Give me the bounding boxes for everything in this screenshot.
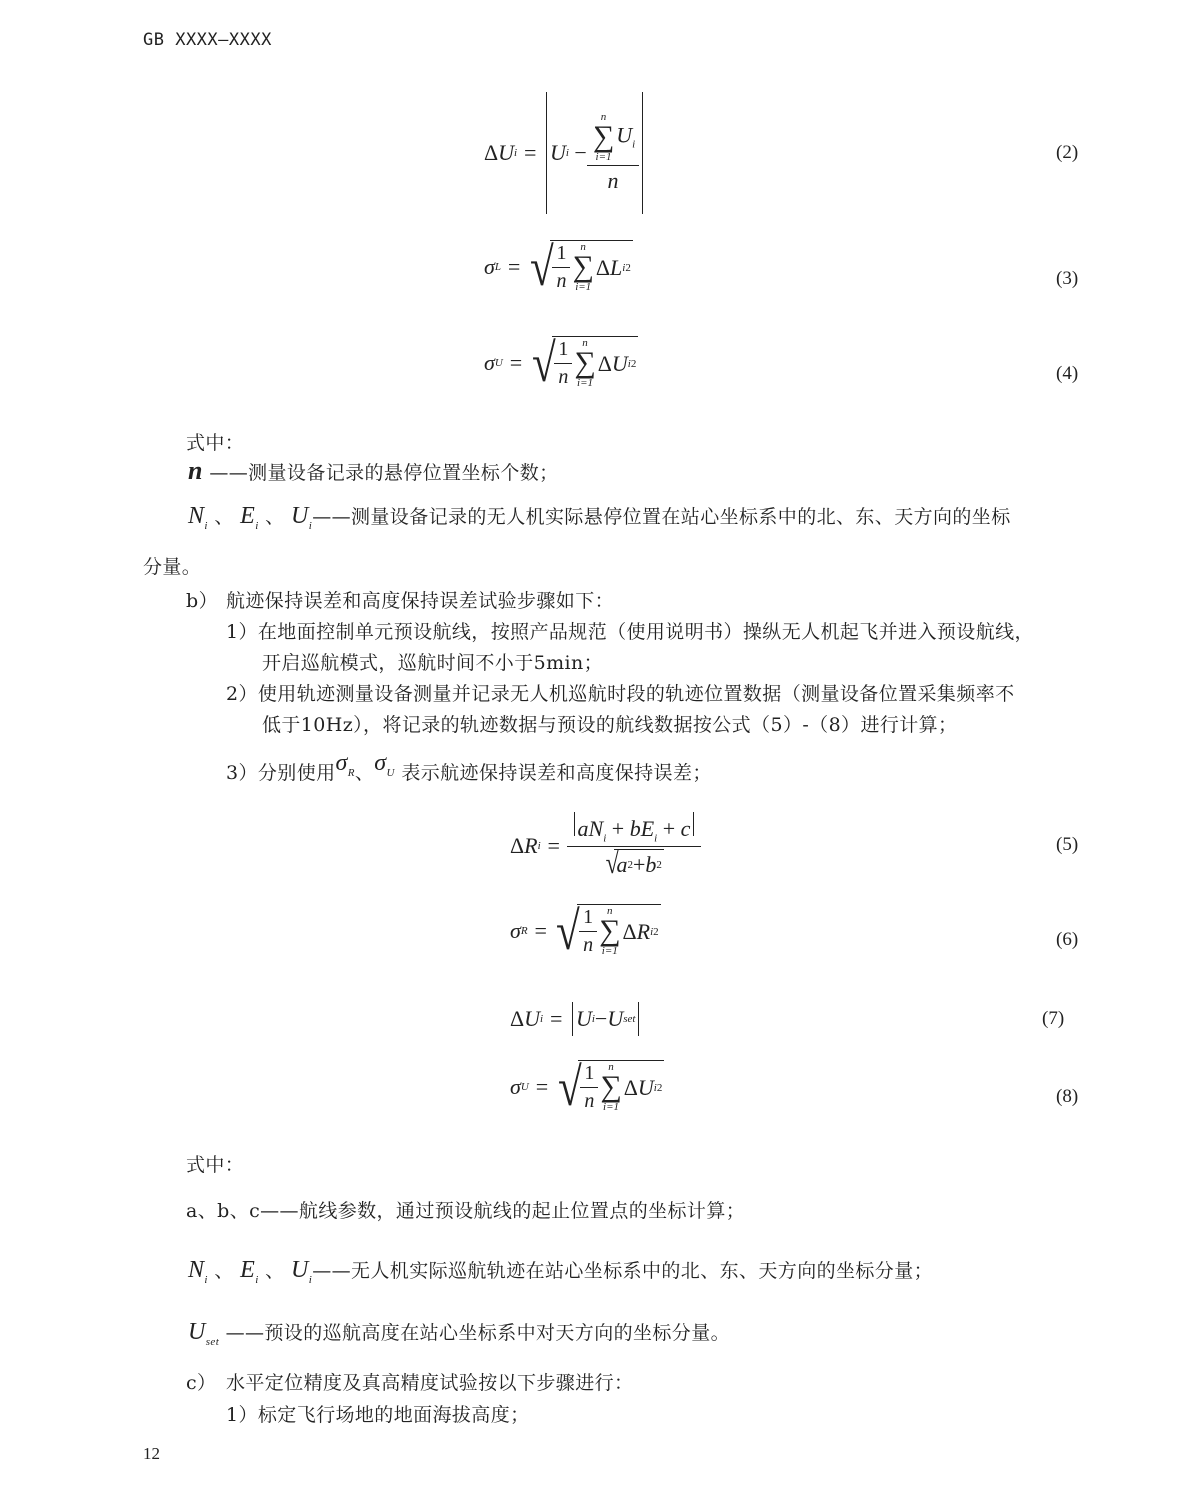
equation-2: Δ U i = U i − n ∑ i=1 $U_i$ n (484, 92, 646, 214)
step-b3: 3）分别使用 $\sigma_R$ 、 $\sigma_U$ 表示航迹保持误差和高度保持误差； (226, 750, 712, 784)
section-b-text: 航迹保持误差和高度保持误差试验步骤如下： (226, 590, 615, 612)
equation-number-2: (2) (1056, 142, 1079, 163)
equation-5: Δ R i = $aN_i + bE_i + c$ √ a 2 + b 2 (510, 812, 701, 879)
step-b3-prefix: 3）分别使用 (226, 762, 336, 784)
equation-3: σ L = √ $\frac{1}{n}$ n ∑ i=1 Δ L i 2 (484, 237, 631, 297)
where-neu-desc: ——测量设备记录的无人机实际悬停位置在站心坐标系中的北、东、天方向的坐标 (312, 506, 1011, 528)
where2-neu-row: $N_i$ 、 $E_i$ 、 $U_i——$无人机实际巡航轨迹在站心坐标系中的北、东、天方向的坐标分量； (188, 1257, 933, 1286)
where-label-2: 式中： (186, 1154, 245, 1176)
where-neu-continuation: 分量。 (143, 556, 202, 578)
step-b1-line1: 1）在地面控制单元预设航线，按照产品规范（使用说明书）操纵无人机起飞并进入预设航线， (226, 621, 1034, 643)
equation-4: σ U = √ $\frac{1}{n}$ n ∑ i=1 Δ U i 2 (484, 333, 637, 393)
equation-number-7: (7) (1042, 1008, 1065, 1029)
where-label-1: 式中： (186, 432, 245, 454)
equation-number-3: (3) (1056, 268, 1079, 289)
where2-uset-row: $U_{set}$ ——预设的巡航高度在站心坐标系中对天方向的坐标分量。 (188, 1319, 731, 1348)
equation-7: Δ U i = U i − U set (510, 1002, 642, 1036)
section-c-text: 水平定位精度及真高精度试验按以下步骤进行： (226, 1372, 634, 1394)
step-b2-line2: 低于10Hz），将记录的轨迹数据与预设的航线数据按公式（5）-（8）进行计算； (262, 714, 958, 736)
where-neu-row: $N_i$ 、 $E_i$ 、 $U_i——$测量设备记录的无人机实际悬停位置在站心坐标系中的北、东、天方向的坐标 (188, 503, 1011, 532)
section-c-label: c） (186, 1372, 217, 1394)
where2-neu-desc: ——无人机实际巡航轨迹在站心坐标系中的北、东、天方向的坐标分量； (312, 1260, 933, 1282)
where-n-row: n ——测量设备记录的悬停位置坐标个数； (188, 456, 559, 485)
equation-number-5: (5) (1056, 834, 1079, 855)
step-b2-line1: 2）使用轨迹测量设备测量并记录无人机巡航时段的轨迹位置数据（测量设备位置采集频率不 (226, 683, 1015, 705)
equation-number-6: (6) (1056, 929, 1079, 950)
equation-8: σ U = √ $\frac{1}{n}$ n ∑ i=1 Δ U i 2 (510, 1057, 663, 1117)
equation-number-8: (8) (1056, 1086, 1079, 1107)
equation-6: σ R = √ $\frac{1}{n}$ n ∑ i=1 Δ R i 2 (510, 901, 659, 961)
equation-number-4: (4) (1056, 363, 1079, 384)
section-b-label: b） (186, 590, 218, 612)
document-code: GB XXXX—XXXX (143, 30, 272, 50)
step-b1-line2: 开启巡航模式，巡航时间不小于5min； (262, 652, 604, 674)
step-b3-suffix: 表示航迹保持误差和高度保持误差； (401, 762, 712, 784)
where-n-desc: ——测量设备记录的悬停位置坐标个数； (209, 462, 559, 484)
page-number: 12 (143, 1444, 160, 1463)
step-c1: 1）标定飞行场地的地面海拔高度； (226, 1404, 530, 1426)
where-abc-desc: a、b、c——航线参数，通过预设航线的起止位置点的坐标计算； (186, 1200, 746, 1222)
where2-uset-desc: ——预设的巡航高度在站心坐标系中对天方向的坐标分量。 (225, 1322, 731, 1344)
step-b3-sep: 、 (354, 762, 375, 784)
